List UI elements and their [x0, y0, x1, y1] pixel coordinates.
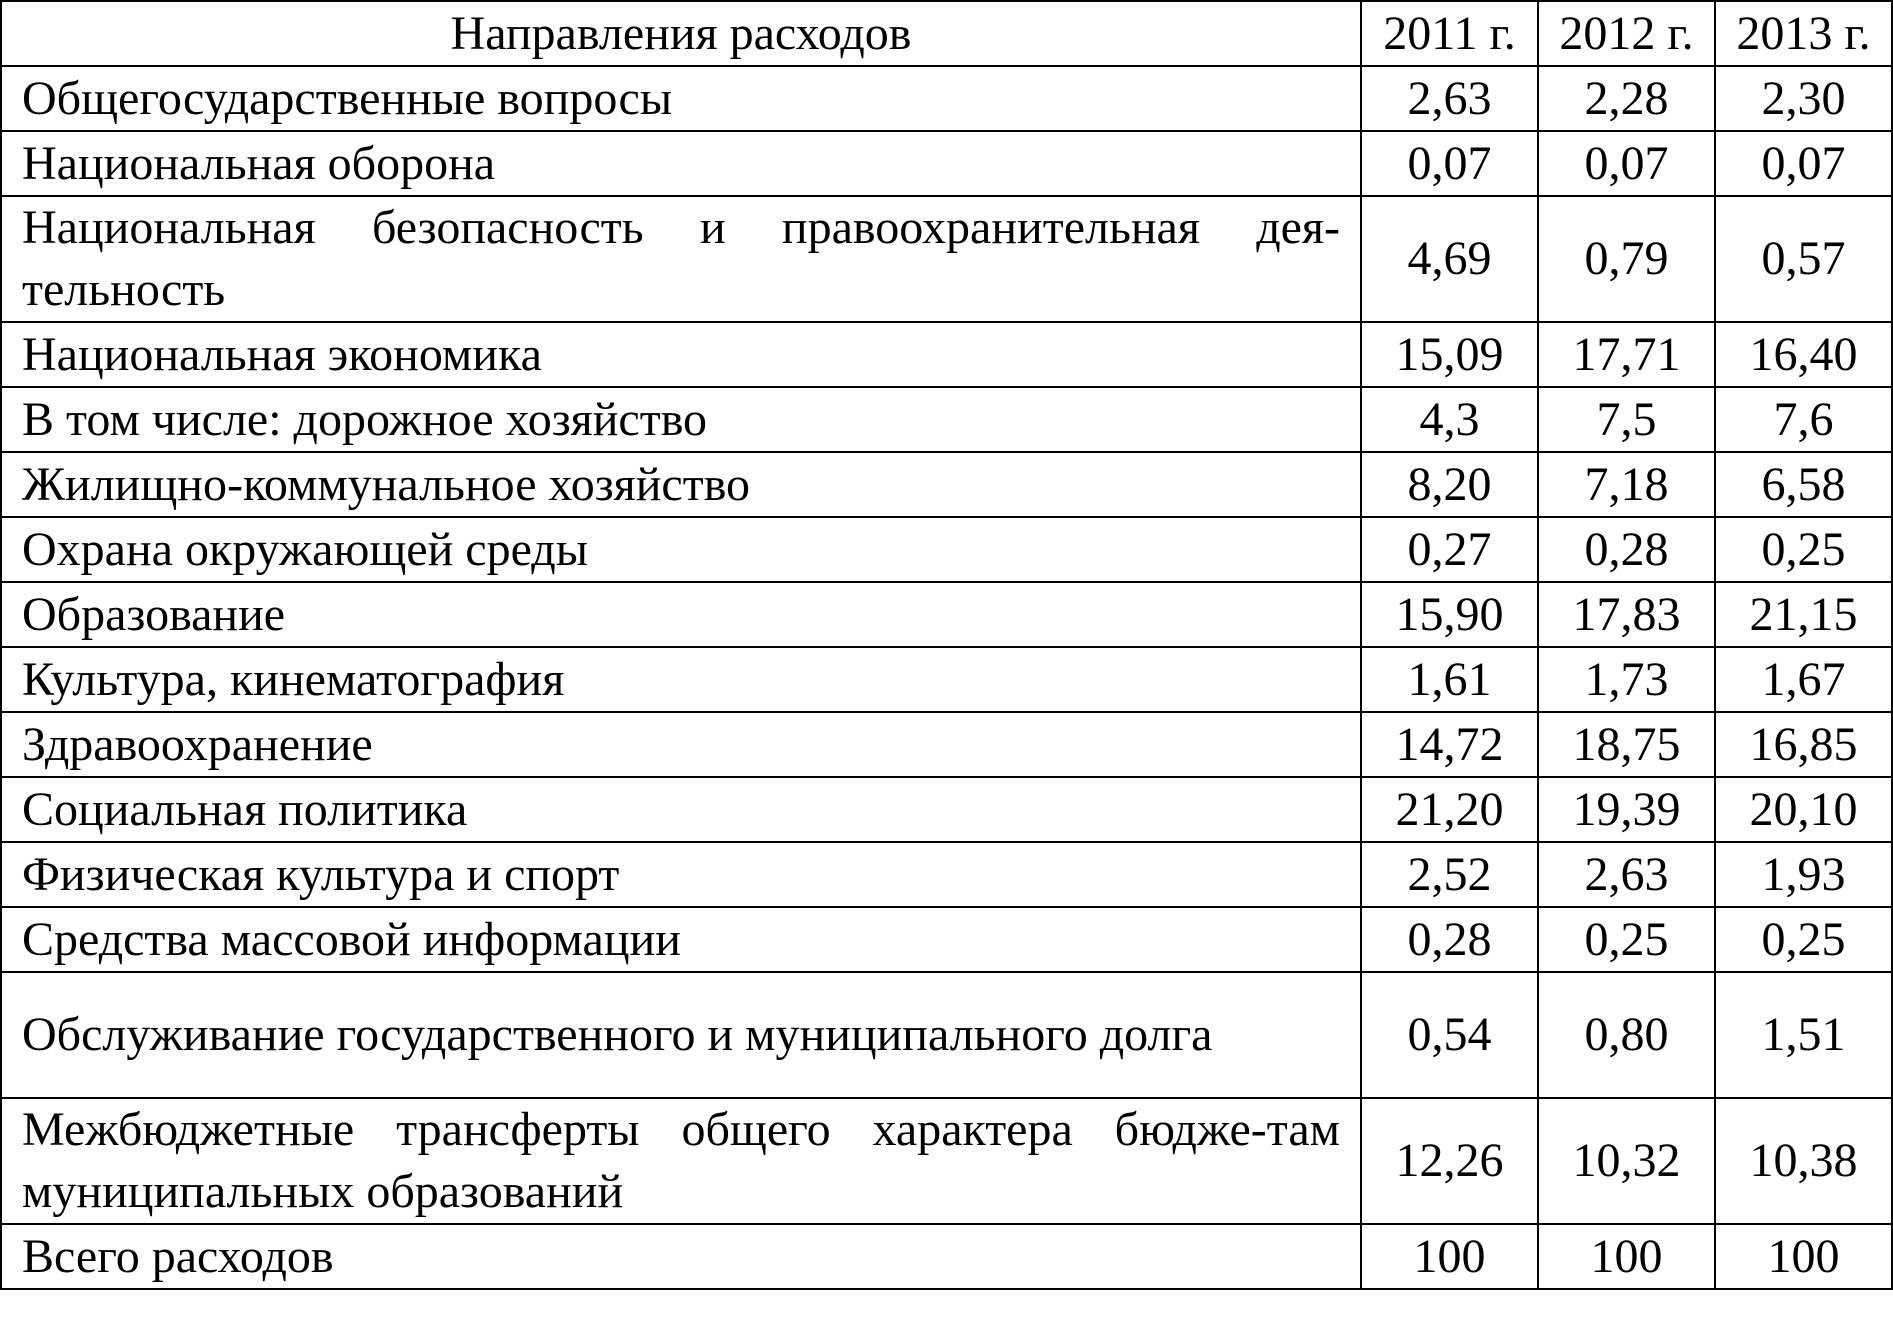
cell-2012: 17,83 [1538, 582, 1715, 647]
cell-2012: 0,79 [1538, 196, 1715, 322]
cell-2011: 0,27 [1361, 517, 1538, 582]
cell-2012: 7,18 [1538, 452, 1715, 517]
table-row [1, 196, 1892, 322]
row-label: Национальная безопасность и правоохранительная дея-тельность [1, 196, 1361, 322]
table-row [1, 907, 1892, 972]
cell-2011: 0,28 [1361, 907, 1538, 972]
cell-2011: 4,69 [1361, 196, 1538, 322]
cell-2013: 1,93 [1715, 842, 1892, 907]
cell-2011: 2,63 [1361, 66, 1538, 131]
table-row [1, 972, 1892, 1098]
table-row [1, 131, 1892, 196]
table-row [1, 387, 1892, 452]
row-label: Обслуживание государственного и муниципального долга [1, 972, 1361, 1098]
cell-2013: 1,67 [1715, 647, 1892, 712]
cell-2011: 14,72 [1361, 712, 1538, 777]
cell-2012: 18,75 [1538, 712, 1715, 777]
cell-2012: 1,73 [1538, 647, 1715, 712]
row-label: Национальная экономика [1, 322, 1361, 387]
row-label: Национальная оборона [1, 131, 1361, 196]
header-year-2011: 2011 г. [1361, 1, 1538, 66]
cell-2013: 1,51 [1715, 972, 1892, 1098]
cell-2013: 100 [1715, 1224, 1892, 1289]
cell-2013: 7,6 [1715, 387, 1892, 452]
cell-2013: 16,40 [1715, 322, 1892, 387]
cell-2012: 2,28 [1538, 66, 1715, 131]
table-row [1, 712, 1892, 777]
row-label: Всего расходов [1, 1224, 1361, 1289]
cell-2011: 8,20 [1361, 452, 1538, 517]
row-label: Жилищно-коммунальное хозяйство [1, 452, 1361, 517]
row-label: Общегосударственные вопросы [1, 66, 1361, 131]
row-label: Физическая культура и спорт [1, 842, 1361, 907]
cell-2012: 17,71 [1538, 322, 1715, 387]
cell-2013: 0,57 [1715, 196, 1892, 322]
table-row [1, 322, 1892, 387]
cell-2011: 4,3 [1361, 387, 1538, 452]
row-label: Средства массовой информации [1, 907, 1361, 972]
table-row [1, 582, 1892, 647]
cell-2013: 20,10 [1715, 777, 1892, 842]
cell-2011: 100 [1361, 1224, 1538, 1289]
table-row [1, 517, 1892, 582]
cell-2013: 21,15 [1715, 582, 1892, 647]
table-row [1, 842, 1892, 907]
table-row [1, 647, 1892, 712]
cell-2013: 2,30 [1715, 66, 1892, 131]
cell-2013: 6,58 [1715, 452, 1892, 517]
cell-2013: 0,07 [1715, 131, 1892, 196]
total-row [1, 1224, 1892, 1289]
cell-2011: 0,07 [1361, 131, 1538, 196]
header-category: Направления расходов [1, 1, 1361, 66]
cell-2011: 0,54 [1361, 972, 1538, 1098]
cell-2011: 1,61 [1361, 647, 1538, 712]
cell-2012: 19,39 [1538, 777, 1715, 842]
row-label: В том числе: дорожное хозяйство [1, 387, 1361, 452]
cell-2012: 0,25 [1538, 907, 1715, 972]
header-row [1, 1, 1892, 66]
cell-2011: 15,90 [1361, 582, 1538, 647]
cell-2012: 100 [1538, 1224, 1715, 1289]
row-label: Охрана окружающей среды [1, 517, 1361, 582]
cell-2013: 10,38 [1715, 1098, 1892, 1224]
cell-2012: 0,07 [1538, 131, 1715, 196]
cell-2013: 16,85 [1715, 712, 1892, 777]
header-year-2013: 2013 г. [1715, 1, 1892, 66]
row-label: Межбюджетные трансферты общего характера бюдже-там муниципальных образований [1, 1098, 1361, 1224]
row-label: Культура, кинематография [1, 647, 1361, 712]
table-row [1, 1098, 1892, 1224]
row-label: Здравоохранение [1, 712, 1361, 777]
cell-2012: 2,63 [1538, 842, 1715, 907]
cell-2013: 0,25 [1715, 907, 1892, 972]
cell-2012: 0,80 [1538, 972, 1715, 1098]
cell-2012: 7,5 [1538, 387, 1715, 452]
header-year-2012: 2012 г. [1538, 1, 1715, 66]
cell-2012: 10,32 [1538, 1098, 1715, 1224]
table-row [1, 452, 1892, 517]
cell-2011: 15,09 [1361, 322, 1538, 387]
cell-2011: 2,52 [1361, 842, 1538, 907]
cell-2011: 12,26 [1361, 1098, 1538, 1224]
table-row [1, 66, 1892, 131]
table-row [1, 777, 1892, 842]
cell-2012: 0,28 [1538, 517, 1715, 582]
cell-2011: 21,20 [1361, 777, 1538, 842]
row-label: Образование [1, 582, 1361, 647]
row-label: Социальная политика [1, 777, 1361, 842]
cell-2013: 0,25 [1715, 517, 1892, 582]
